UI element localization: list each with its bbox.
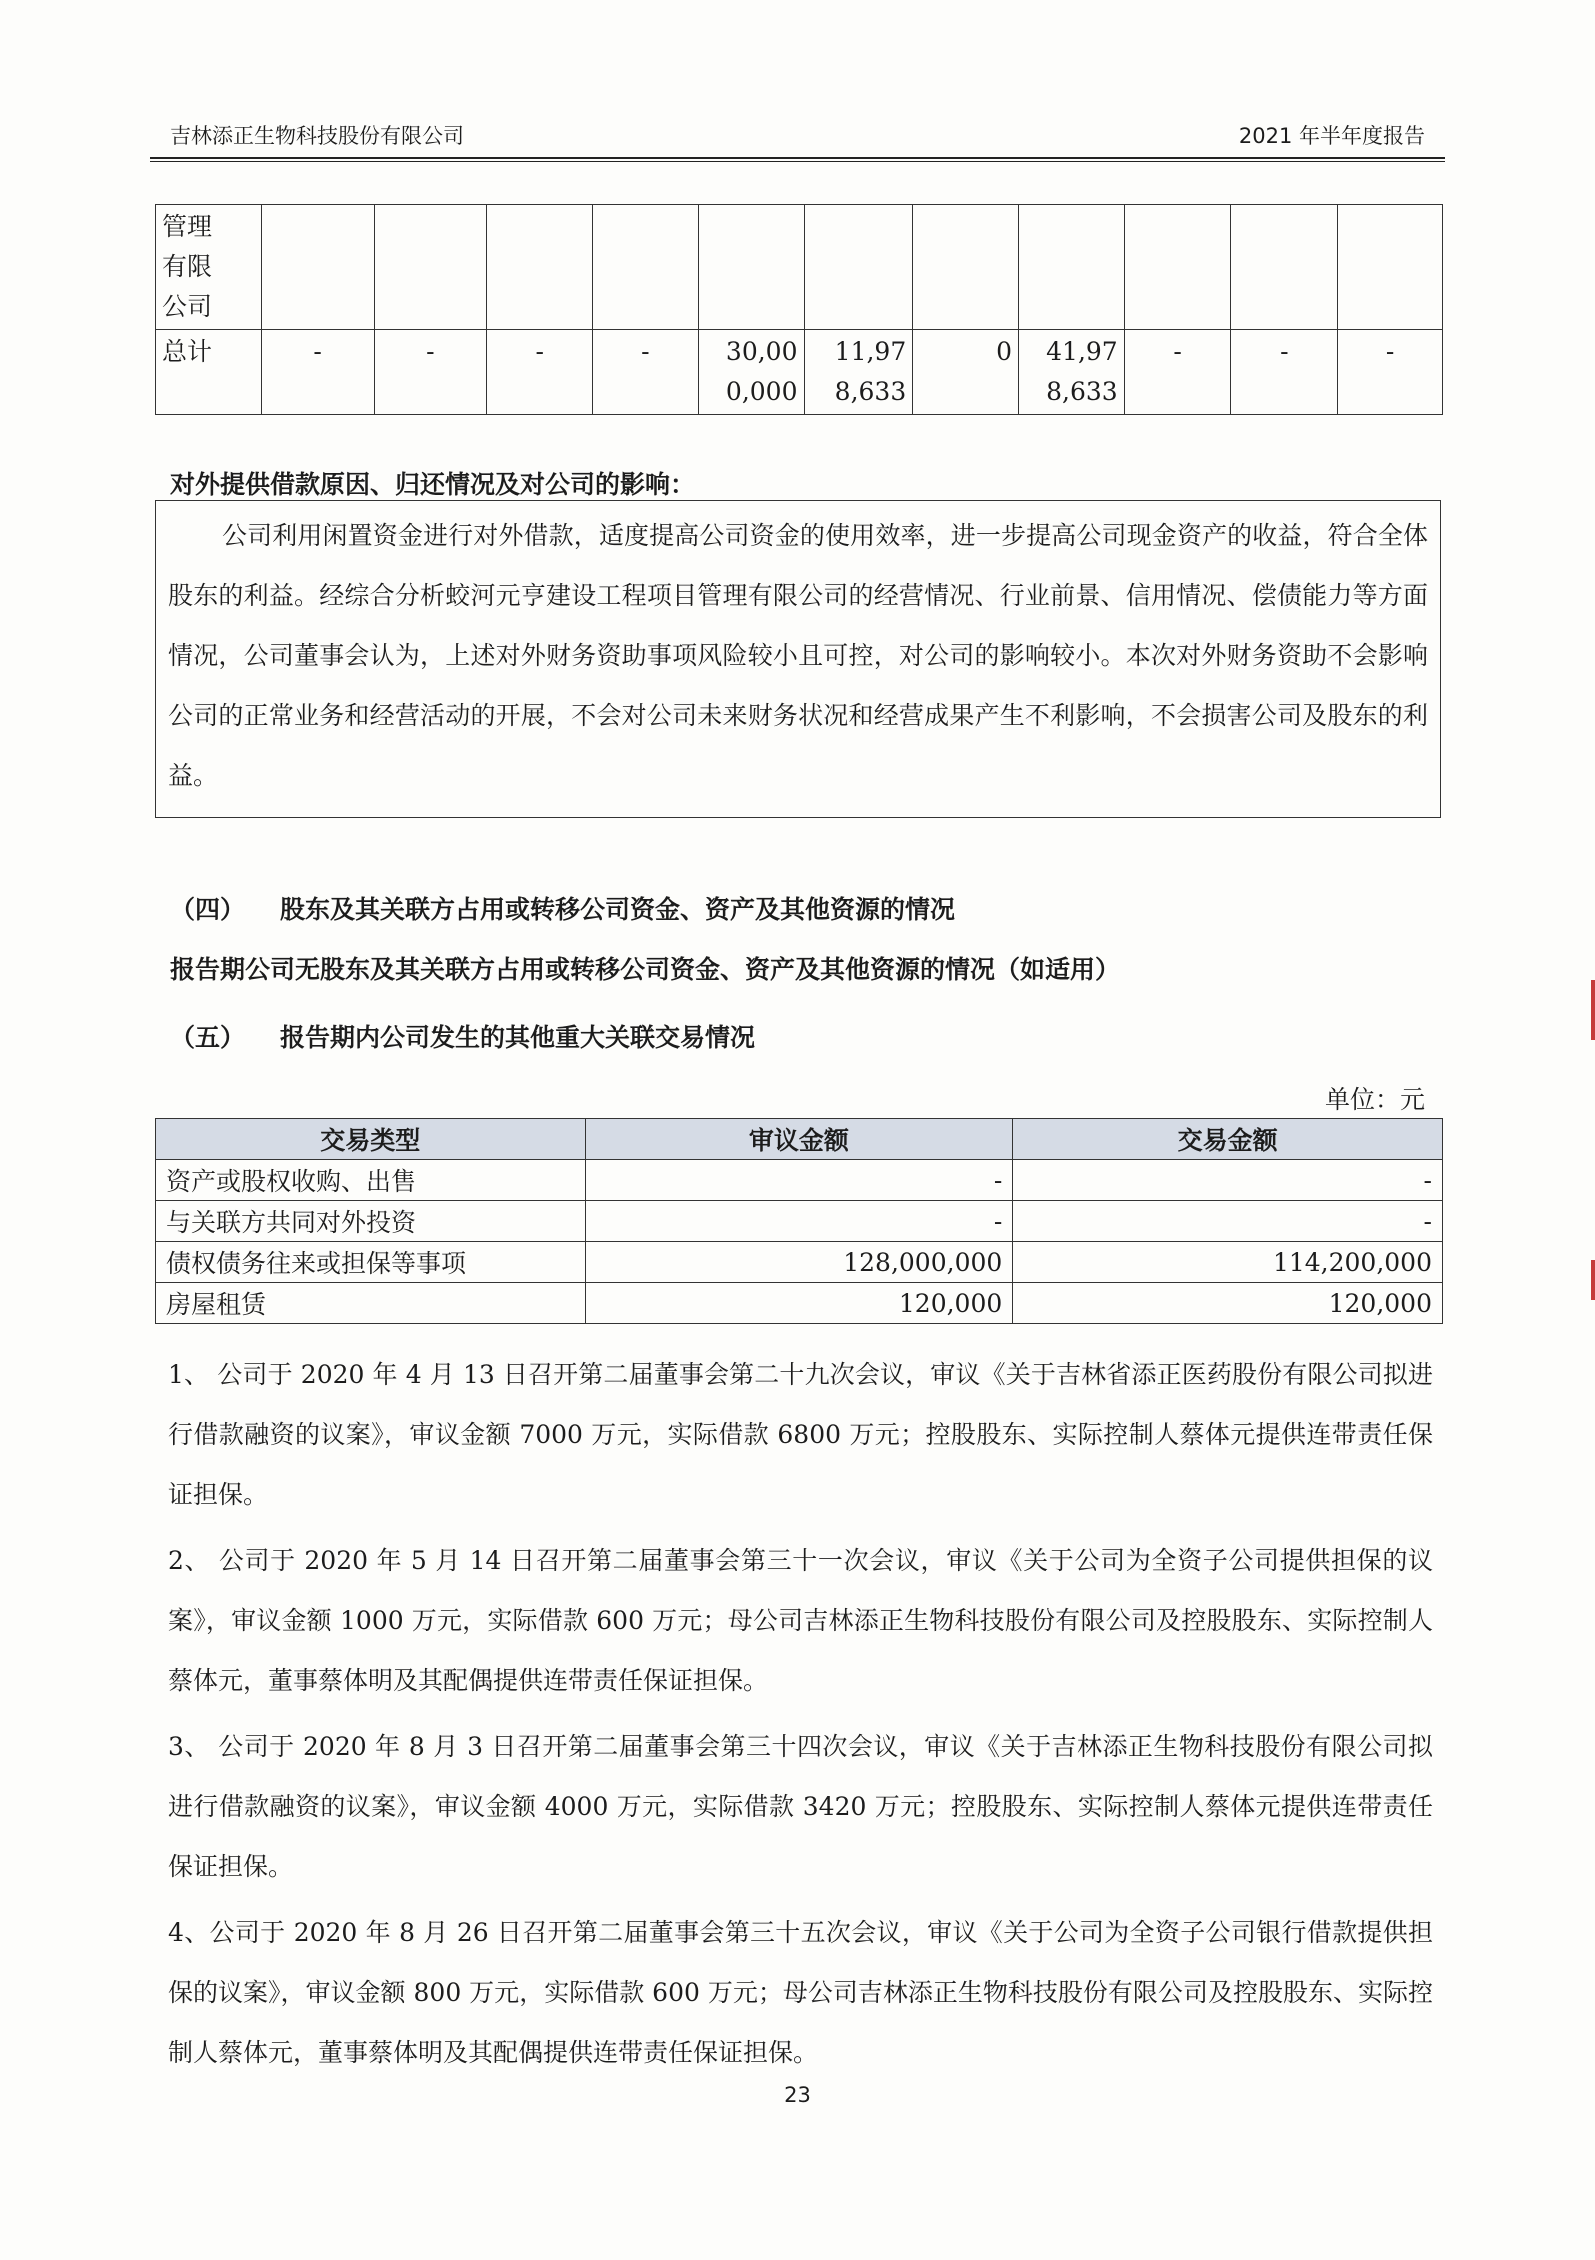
table-cell: 120,000 [585, 1283, 1013, 1324]
section-5-number: （五） [170, 1023, 246, 1052]
table-cell [1338, 205, 1443, 330]
table-cell: - [261, 330, 374, 415]
table-cell [804, 205, 913, 330]
note-item: 2、 公司于 2020 年 5 月 14 日召开第二届董事会第三十一次会议，审议《关于公司为全资子公司提供担保的议案》，审议金额 1000 万元，实际借款 600 万元；母公司吉林添正生物科技股份有限公司及控股股东、实际控制人蔡体元，董事蔡体明及其配偶提供连带责任保证担保。 [168, 1546, 1433, 1695]
note-item: 1、 公司于 2020 年 4 月 13 日召开第二届董事会第二十九次会议，审议《关于吉林省添正医药股份有限公司拟进行借款融资的议案》，审议金额 7000 万元，实际借款 6800 万元；控股股东、实际控制人蔡体元提供连带责任保证担保。 [168, 1360, 1433, 1509]
table-cell: 债权债务往来或担保等事项 [156, 1242, 586, 1283]
table-row [156, 1242, 1443, 1283]
transaction-table [155, 1118, 1443, 1324]
page-number: 23 [784, 2083, 811, 2107]
table-cell [1124, 205, 1231, 330]
section-4-heading [170, 890, 955, 926]
table-cell: - [1338, 330, 1443, 415]
section-5-title: 报告期内公司发生的其他重大关联交易情况 [280, 1023, 756, 1052]
table-cell: 41,97 8,633 [1018, 330, 1124, 415]
table-cell [593, 205, 699, 330]
loan-reason-text: 公司利用闲置资金进行对外借款，适度提高公司资金的使用效率，进一步提高公司现金资产的收益，符合全体股东的利益。经综合分析蛟河元亨建设工程项目管理有限公司的经营情况、行业前景、信用情况、偿债能力等方面情况，公司董事会认为，上述对外财务资助事项风险较小且可控，对公司的影响较小。本次对外财务资助不会影响公司的正常业务和经营活动的开展，不会对公司未来财务状况和经营成果产生不利影响，不会损害公司及股东的利益。 [168, 521, 1428, 790]
table-cell: 房屋租赁 [156, 1283, 586, 1324]
table-cell [261, 205, 374, 330]
table-cell: - [374, 330, 487, 415]
table-cell [487, 205, 593, 330]
header-company: 吉林添正生物科技股份有限公司 [170, 124, 464, 148]
table-cell [1018, 205, 1124, 330]
loan-reason-title: 对外提供借款原因、归还情况及对公司的影响： [170, 470, 696, 499]
table-row [156, 1283, 1443, 1324]
header-report-title: 2021 年半年度报告 [1238, 124, 1425, 148]
table-cell: - [1013, 1201, 1443, 1242]
section-4-statement: 报告期公司无股东及其关联方占用或转移公司资金、资产及其他资源的情况（如适用） [170, 955, 1121, 984]
unit-label: 单位：元 [1324, 1085, 1425, 1114]
table-cell: 总计 [156, 330, 262, 415]
table-cell: - [585, 1201, 1013, 1242]
note-item: 3、 公司于 2020 年 8 月 3 日召开第二届董事会第三十四次会议，审议《关于吉林添正生物科技股份有限公司拟进行借款融资的议案》，审议金额 4000 万元，实际借款 3420 万元；控股股东、实际控制人蔡体元提供连带责任保证担保。 [168, 1732, 1433, 1881]
table-cell: 114,200,000 [1013, 1242, 1443, 1283]
table-cell: - [593, 330, 699, 415]
scan-edge-mark [1591, 980, 1595, 1040]
table-header-row [156, 1119, 1443, 1160]
table-row [156, 330, 1443, 415]
table-cell: - [1124, 330, 1231, 415]
table-cell: 资产或股权收购、出售 [156, 1160, 586, 1201]
header-rule [150, 157, 1445, 159]
table-row [156, 205, 1443, 330]
table-cell [913, 205, 1019, 330]
column-header: 交易类型 [156, 1119, 586, 1160]
section-5-heading [170, 1018, 755, 1054]
note-item: 4、公司于 2020 年 8 月 26 日召开第二届董事会第三十五次会议，审议《关于公司为全资子公司银行借款提供担保的议案》，审议金额 800 万元，实际借款 600 万元；母公司吉林添正生物科技股份有限公司及控股股东、实际控制人蔡体元，董事蔡体明及其配偶提供连带责任保证担保。 [168, 1918, 1433, 2067]
section-4-number: （四） [170, 895, 246, 924]
table-cell: 11,97 8,633 [804, 330, 913, 415]
table-cell: - [585, 1160, 1013, 1201]
table-cell: 管理 有限 公司 [156, 205, 262, 330]
table-row [156, 1160, 1443, 1201]
scan-edge-mark [1591, 1260, 1595, 1300]
section-4-title: 股东及其关联方占用或转移公司资金、资产及其他资源的情况 [280, 895, 956, 924]
table-cell: 120,000 [1013, 1283, 1443, 1324]
table-cell: 与关联方共同对外投资 [156, 1201, 586, 1242]
table-cell [374, 205, 487, 330]
notes-list [168, 1345, 1433, 2089]
column-header: 交易金额 [1013, 1119, 1443, 1160]
table-cell: 30,00 0,000 [698, 330, 804, 415]
table-cell [1231, 205, 1338, 330]
table-cell: - [487, 330, 593, 415]
table-cell: - [1013, 1160, 1443, 1201]
table-cell [698, 205, 804, 330]
column-header: 审议金额 [585, 1119, 1013, 1160]
table-row [156, 1201, 1443, 1242]
loan-table [155, 204, 1443, 415]
table-cell: 0 [913, 330, 1019, 415]
header-rule-thin [150, 161, 1445, 162]
table-cell: 128,000,000 [585, 1242, 1013, 1283]
table-cell: - [1231, 330, 1338, 415]
